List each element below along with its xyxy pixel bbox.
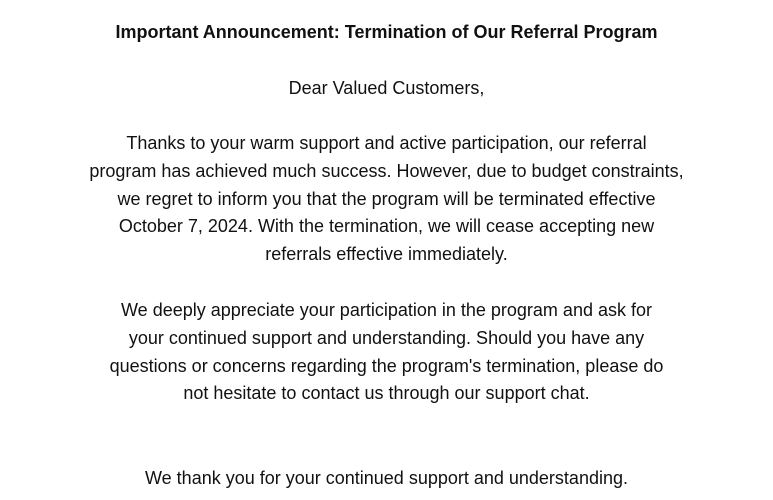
closing-line: We thank you for your continued support and understanding. xyxy=(145,468,628,488)
paragraph-line: referrals effective immediately. xyxy=(265,244,508,265)
greeting: Dear Valued Customers, xyxy=(288,78,485,98)
paragraph-line: questions or concerns regarding the program's termination, please do xyxy=(109,355,664,376)
announcement-title: Important Announcement: Termination of Our Referral Program xyxy=(115,22,658,42)
paragraph-line: We deeply appreciate your participation in the program and ask for xyxy=(121,300,652,320)
paragraph-line: October 7, 2024. With the termination, we will cease accepting new xyxy=(118,216,655,237)
paragraph-line: your continued support and understanding. Should you have any xyxy=(128,327,645,348)
paragraph-line: we regret to inform you that the program will be terminated effective xyxy=(117,188,656,209)
paragraph-line: not hesitate to contact us through our support chat. xyxy=(183,383,590,404)
paragraph-line: program has achieved much success. However, due to budget constraints, xyxy=(89,160,684,181)
paragraph-appreciation xyxy=(0,297,773,408)
paragraph-line: Thanks to your warm support and active participation, our referral xyxy=(126,133,647,153)
paragraph-termination-notice xyxy=(0,130,773,269)
